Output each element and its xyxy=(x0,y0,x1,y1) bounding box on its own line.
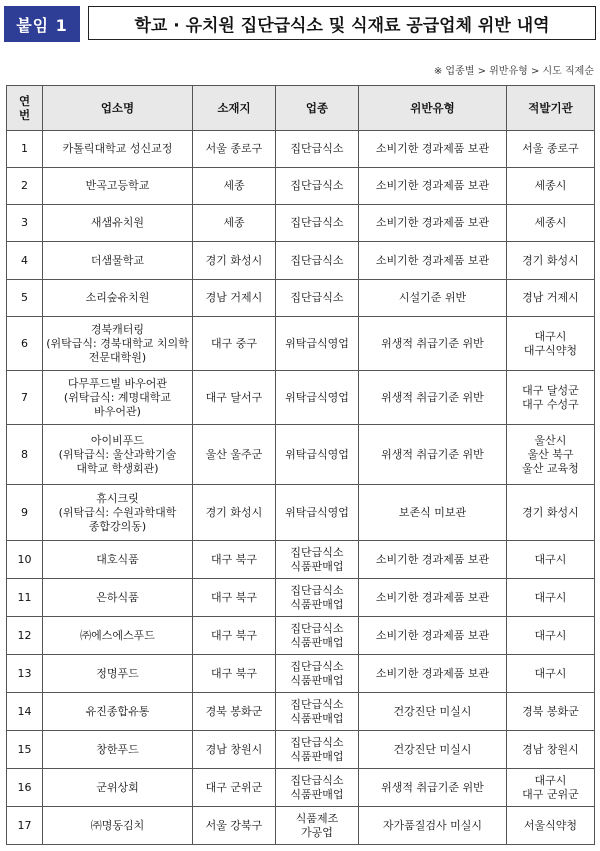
table-row xyxy=(7,168,595,205)
cell-business-type: 집단급식소 식품판매업 xyxy=(276,731,359,769)
cell-violation-type: 건강진단 미실시 xyxy=(359,693,507,731)
cell-business-name: 창한푸드 xyxy=(43,731,193,769)
cell-business-type: 집단급식소 xyxy=(276,131,359,168)
cell-business-type: 위탁급식영업 xyxy=(276,317,359,371)
violations-table xyxy=(6,85,595,845)
cell-inspecting-agency: 대구 달성군 대구 수성구 xyxy=(507,371,595,425)
cell-row-number: 3 xyxy=(7,205,43,242)
cell-violation-type: 위생적 취급기준 위반 xyxy=(359,425,507,485)
cell-location: 경남 창원시 xyxy=(193,731,276,769)
cell-business-type: 집단급식소 식품판매업 xyxy=(276,541,359,579)
table-row xyxy=(7,131,595,168)
table-row xyxy=(7,485,595,541)
cell-violation-type: 보존식 미보관 xyxy=(359,485,507,541)
table-row xyxy=(7,317,595,371)
cell-inspecting-agency: 서울식약청 xyxy=(507,807,595,845)
cell-row-number: 4 xyxy=(7,242,43,280)
cell-inspecting-agency: 경기 화성시 xyxy=(507,485,595,541)
cell-business-type: 집단급식소 식품판매업 xyxy=(276,617,359,655)
table-row xyxy=(7,242,595,280)
cell-violation-type: 소비기한 경과제품 보관 xyxy=(359,168,507,205)
cell-business-name: 새샘유치원 xyxy=(43,205,193,242)
table-row xyxy=(7,807,595,845)
cell-location: 서울 강북구 xyxy=(193,807,276,845)
cell-row-number: 11 xyxy=(7,579,43,617)
cell-business-type: 집단급식소 식품판매업 xyxy=(276,769,359,807)
cell-inspecting-agency: 대구시 xyxy=(507,617,595,655)
table-row xyxy=(7,371,595,425)
cell-row-number: 15 xyxy=(7,731,43,769)
column-header-business-name: 업소명 xyxy=(43,86,193,131)
cell-business-type: 위탁급식영업 xyxy=(276,371,359,425)
cell-location: 대구 군위군 xyxy=(193,769,276,807)
cell-row-number: 9 xyxy=(7,485,43,541)
column-header-location: 소재지 xyxy=(193,86,276,131)
cell-business-name: 경북캐터링 (위탁급식: 경북대학교 치의학 전문대학원) xyxy=(43,317,193,371)
cell-business-type: 집단급식소 xyxy=(276,205,359,242)
cell-business-type: 위탁급식영업 xyxy=(276,485,359,541)
table-row xyxy=(7,579,595,617)
cell-inspecting-agency: 세종시 xyxy=(507,205,595,242)
cell-business-type: 위탁급식영업 xyxy=(276,425,359,485)
cell-business-name: 아이비푸드 (위탁급식: 울산과학기술 대학교 학생회관) xyxy=(43,425,193,485)
cell-location: 서울 종로구 xyxy=(193,131,276,168)
cell-inspecting-agency: 경남 거제시 xyxy=(507,280,595,317)
cell-business-name: 다무푸드빌 바우어관 (위탁급식: 계명대학교 바우어관) xyxy=(43,371,193,425)
cell-inspecting-agency: 대구시 대구식약청 xyxy=(507,317,595,371)
table-row xyxy=(7,425,595,485)
cell-violation-type: 소비기한 경과제품 보관 xyxy=(359,579,507,617)
cell-location: 대구 중구 xyxy=(193,317,276,371)
cell-row-number: 1 xyxy=(7,131,43,168)
cell-row-number: 5 xyxy=(7,280,43,317)
cell-business-name: 더샘물학교 xyxy=(43,242,193,280)
cell-business-name: 카톨릭대학교 성신교정 xyxy=(43,131,193,168)
cell-business-name: 유진종합유통 xyxy=(43,693,193,731)
cell-business-name: ㈜명동김치 xyxy=(43,807,193,845)
cell-violation-type: 건강진단 미실시 xyxy=(359,731,507,769)
cell-business-type: 집단급식소 식품판매업 xyxy=(276,655,359,693)
cell-row-number: 13 xyxy=(7,655,43,693)
cell-row-number: 8 xyxy=(7,425,43,485)
cell-inspecting-agency: 서울 종로구 xyxy=(507,131,595,168)
cell-row-number: 2 xyxy=(7,168,43,205)
column-header-business-type: 업종 xyxy=(276,86,359,131)
table-header-row xyxy=(7,86,595,131)
cell-business-name: 소리숲유치원 xyxy=(43,280,193,317)
cell-row-number: 14 xyxy=(7,693,43,731)
cell-inspecting-agency: 대구시 xyxy=(507,541,595,579)
document-header xyxy=(4,6,596,42)
cell-row-number: 10 xyxy=(7,541,43,579)
table-row xyxy=(7,280,595,317)
cell-inspecting-agency: 경남 창원시 xyxy=(507,731,595,769)
cell-violation-type: 위생적 취급기준 위반 xyxy=(359,769,507,807)
cell-violation-type: 위생적 취급기준 위반 xyxy=(359,371,507,425)
cell-row-number: 7 xyxy=(7,371,43,425)
cell-violation-type: 소비기한 경과제품 보관 xyxy=(359,617,507,655)
cell-location: 대구 북구 xyxy=(193,579,276,617)
cell-row-number: 16 xyxy=(7,769,43,807)
cell-location: 경북 봉화군 xyxy=(193,693,276,731)
cell-violation-type: 소비기한 경과제품 보관 xyxy=(359,242,507,280)
table-row xyxy=(7,693,595,731)
column-header-violation-type: 위반유형 xyxy=(359,86,507,131)
cell-business-name: 정명푸드 xyxy=(43,655,193,693)
cell-row-number: 6 xyxy=(7,317,43,371)
table-row xyxy=(7,655,595,693)
cell-violation-type: 소비기한 경과제품 보관 xyxy=(359,205,507,242)
cell-location: 경기 화성시 xyxy=(193,242,276,280)
cell-location: 대구 북구 xyxy=(193,541,276,579)
cell-business-type: 식품제조 가공업 xyxy=(276,807,359,845)
cell-location: 세종 xyxy=(193,205,276,242)
cell-business-name: 대호식품 xyxy=(43,541,193,579)
cell-row-number: 12 xyxy=(7,617,43,655)
cell-location: 울산 울주군 xyxy=(193,425,276,485)
cell-inspecting-agency: 대구시 대구 군위군 xyxy=(507,769,595,807)
cell-location: 대구 북구 xyxy=(193,655,276,693)
cell-violation-type: 시설기준 위반 xyxy=(359,280,507,317)
column-header-inspecting-agency: 적발기관 xyxy=(507,86,595,131)
cell-business-type: 집단급식소 xyxy=(276,168,359,205)
attachment-badge: 붙임 1 xyxy=(4,6,80,42)
cell-business-type: 집단급식소 xyxy=(276,280,359,317)
column-header-number: 연 번 xyxy=(7,86,43,131)
cell-business-name: 은하식품 xyxy=(43,579,193,617)
sort-order-note: ※ 업종별 > 위반유형 > 시도 직제순 xyxy=(433,66,594,77)
cell-business-type: 집단급식소 식품판매업 xyxy=(276,579,359,617)
cell-business-name: 휴시크릿 (위탁급식: 수원과학대학 종합강의동) xyxy=(43,485,193,541)
cell-inspecting-agency: 대구시 xyxy=(507,579,595,617)
cell-violation-type: 소비기한 경과제품 보관 xyxy=(359,541,507,579)
cell-business-type: 집단급식소 식품판매업 xyxy=(276,693,359,731)
table-row xyxy=(7,205,595,242)
cell-business-name: 군위상회 xyxy=(43,769,193,807)
cell-violation-type: 위생적 취급기준 위반 xyxy=(359,317,507,371)
document-title: 학교 · 유치원 집단급식소 및 식재료 공급업체 위반 내역 xyxy=(88,6,596,40)
cell-location: 대구 달서구 xyxy=(193,371,276,425)
cell-inspecting-agency: 울산시 울산 북구 울산 교육청 xyxy=(507,425,595,485)
cell-location: 세종 xyxy=(193,168,276,205)
cell-location: 경기 화성시 xyxy=(193,485,276,541)
cell-inspecting-agency: 대구시 xyxy=(507,655,595,693)
cell-inspecting-agency: 경기 화성시 xyxy=(507,242,595,280)
table-row xyxy=(7,541,595,579)
table-row xyxy=(7,617,595,655)
cell-location: 대구 북구 xyxy=(193,617,276,655)
cell-violation-type: 소비기한 경과제품 보관 xyxy=(359,131,507,168)
cell-inspecting-agency: 세종시 xyxy=(507,168,595,205)
table-row xyxy=(7,731,595,769)
cell-business-type: 집단급식소 xyxy=(276,242,359,280)
cell-violation-type: 소비기한 경과제품 보관 xyxy=(359,655,507,693)
cell-business-name: 반곡고등학교 xyxy=(43,168,193,205)
cell-row-number: 17 xyxy=(7,807,43,845)
cell-location: 경남 거제시 xyxy=(193,280,276,317)
cell-violation-type: 자가품질검사 미실시 xyxy=(359,807,507,845)
cell-inspecting-agency: 경북 봉화군 xyxy=(507,693,595,731)
table-row xyxy=(7,769,595,807)
cell-business-name: ㈜에스에스푸드 xyxy=(43,617,193,655)
